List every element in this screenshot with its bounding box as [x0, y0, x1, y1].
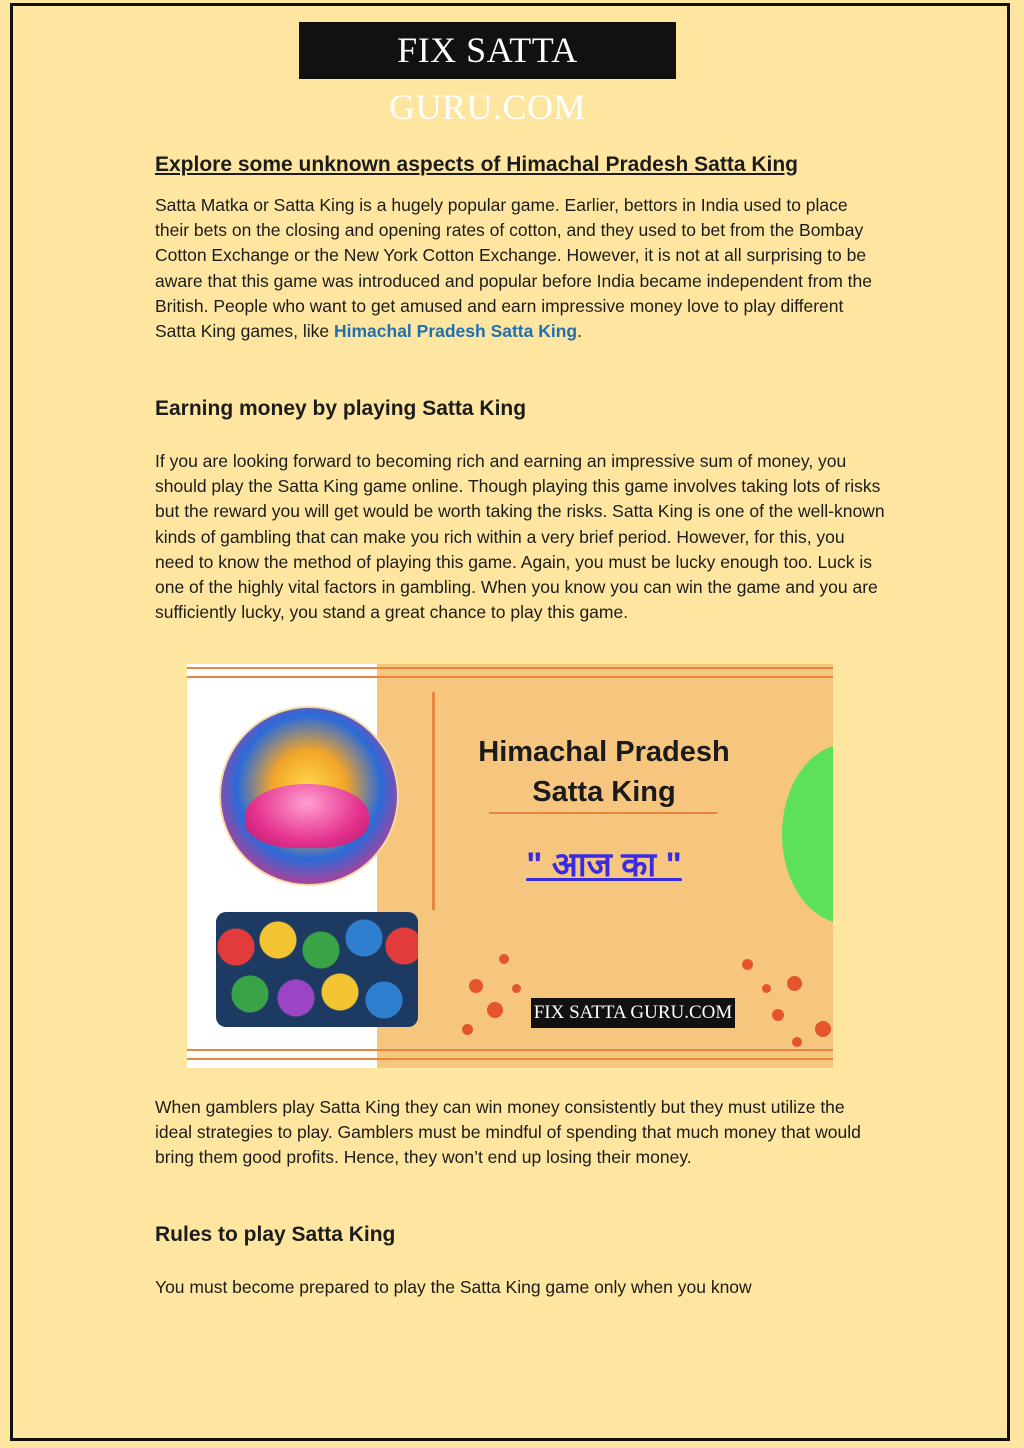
intro-paragraph — [155, 193, 885, 344]
decor-dot — [787, 976, 802, 991]
intro-end: . — [577, 321, 582, 342]
article-title: Explore some unknown aspects of Himachal Pradesh Satta King — [155, 153, 799, 176]
decor-dot — [772, 1009, 784, 1021]
decor-dot — [815, 1021, 831, 1037]
banner-title — [449, 732, 759, 812]
banner-divider-line — [432, 692, 435, 910]
decor-dot — [762, 984, 771, 993]
banner-title-line1: Himachal Pradesh — [478, 736, 730, 768]
decor-dot — [462, 1024, 473, 1035]
section-heading-rules: Rules to play Satta King — [155, 1223, 396, 1246]
banner-title-line2: Satta King — [532, 776, 676, 808]
banner-bottom-stripe-2 — [187, 1058, 833, 1060]
strategy-paragraph: When gamblers play Satta King they can win money consistently but they must utilize the ideal strategies to play. Gamblers must be mindful of spending that much money that would bring them good profits. Hence, they won’t end up losing their money. — [155, 1097, 861, 1168]
banner-logo: FIX SATTA GURU.COM — [531, 998, 735, 1028]
earning-paragraph: If you are looking forward to becoming rich and earning an impressive sum of money, you should play the Satta King game online. Though playing this game involves taking lots of risks but the reward you will get would be worth taking the risks. Satta King is one of the well-known kinds of gambling that can make you rich within a very brief period. However, for this, you need to know the method of playing this game. Again, you must be lucky enough too. Luck is one of the highly vital factors in gambling. When you know you can win the game and you are sufficiently lucky, you stand a great chance to play this game. — [155, 451, 885, 623]
decor-dot — [469, 979, 483, 993]
banner-top-stripe-2 — [187, 676, 833, 678]
banner-hindi-text: " आज का " — [526, 846, 682, 884]
site-logo[interactable]: FIX SATTA GURU.COM — [299, 22, 676, 79]
banner-title-underline — [489, 812, 717, 814]
section-heading-earning: Earning money by playing Satta King — [155, 397, 527, 420]
decor-dot — [499, 954, 509, 964]
decor-dot — [512, 984, 521, 993]
banner-top-stripe — [187, 667, 833, 669]
lotus-icon — [245, 784, 369, 848]
rules-paragraph: You must become prepared to play the Satta King game only when you know — [155, 1277, 752, 1297]
banner-bottom-stripe — [187, 1049, 833, 1051]
himachal-satta-king-link[interactable]: Himachal Pradesh Satta King — [333, 321, 578, 342]
decor-dot — [487, 1002, 503, 1018]
intro-text: Satta Matka or Satta King is a hugely popular game. Earlier, bettors in India used to place their bets on the closing and opening rates of cotton, and they used to bet from the Bombay Cotton Exchange or the New York Cotton Exchange. However, it is not at all surprising to be aware that this game was introduced and popular before India became independent from the British. People who want to get amused and earn impressive money love to play different Satta King games, like — [155, 195, 872, 342]
lottery-balls-icon — [216, 912, 418, 1027]
article-banner-image — [187, 664, 833, 1068]
decor-dot — [742, 959, 753, 970]
green-circle-decoration — [782, 744, 833, 924]
decor-dot — [792, 1037, 802, 1047]
